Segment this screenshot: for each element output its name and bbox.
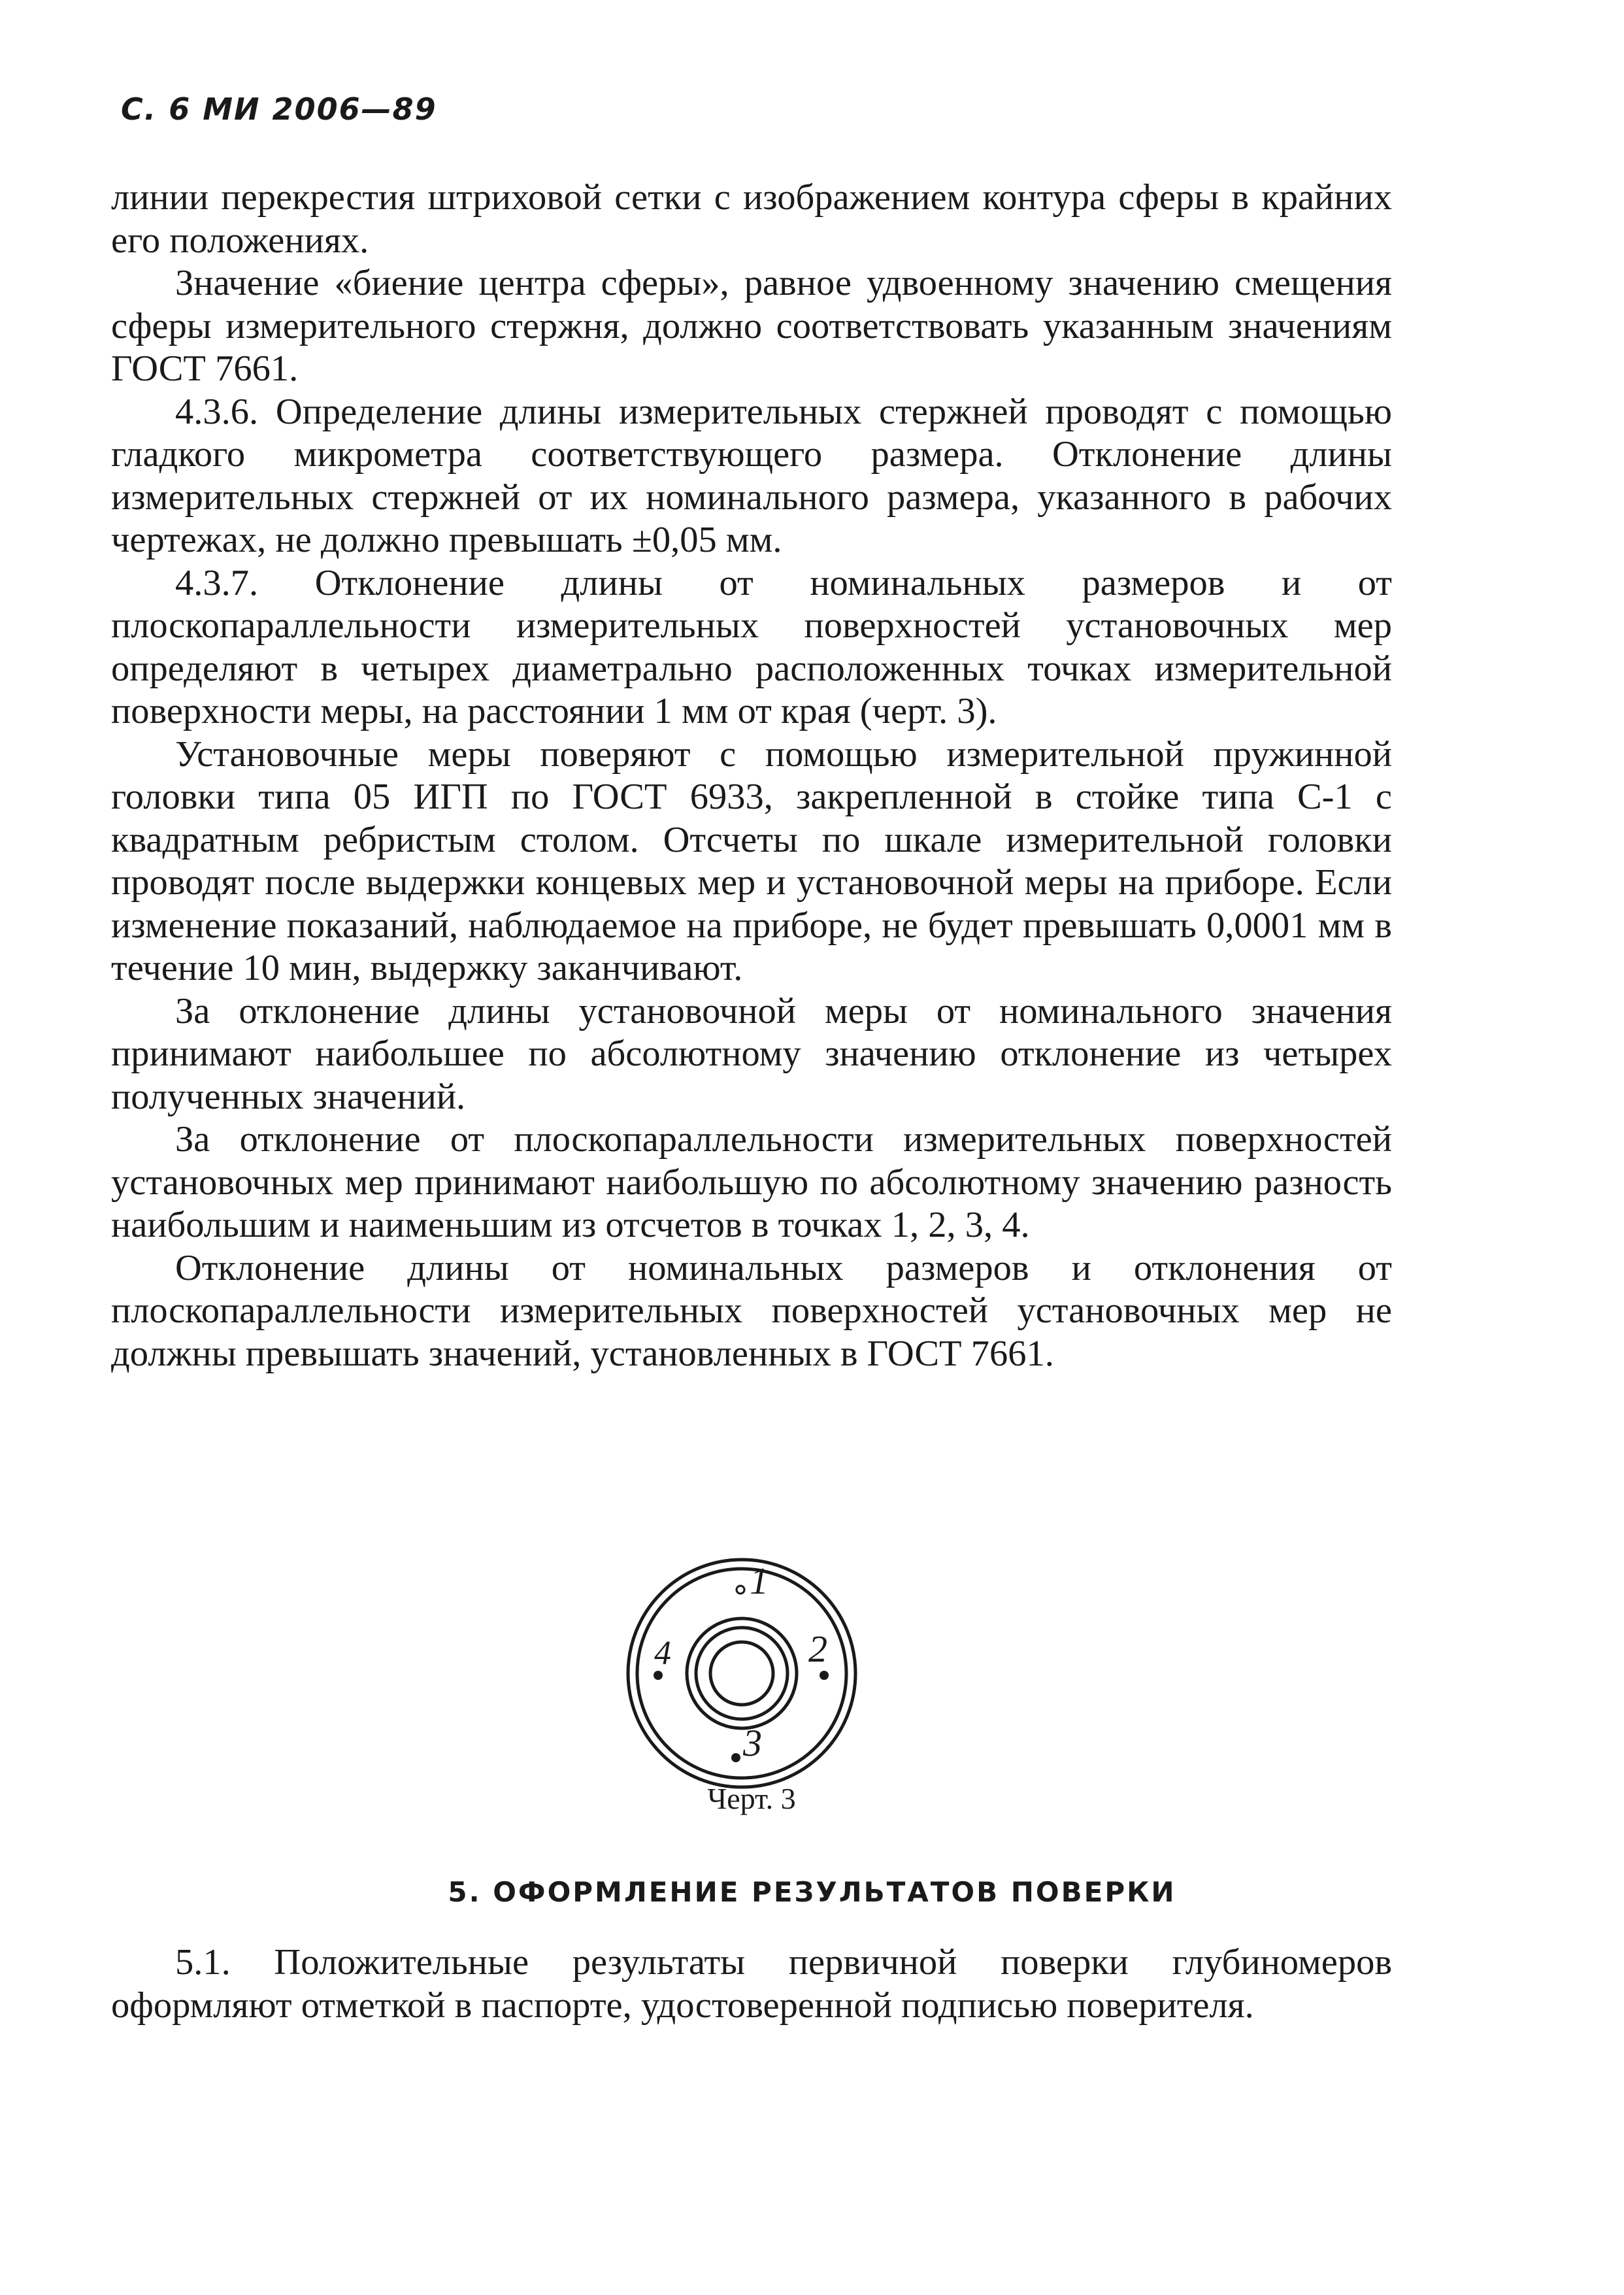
paragraph: линии перекрестия штриховой сетки с изображением контура сферы в крайних его положениях. [111,177,1392,261]
point-4-marker [654,1671,663,1680]
section-heading: 5. ОФОРМЛЕНИЕ РЕЗУЛЬТАТОВ ПОВЕРКИ [448,1876,1176,1908]
paragraph: За отклонение от плоскопараллельности измерительных поверхностей установочных мер принимают наибольшую по абсолютному значению разность наибольшим и наименьшим из отсчетов в точках 1, 2, 3, 4. [111,1119,1392,1245]
point-3-marker [731,1753,740,1762]
figure-caption: Черт. 3 [707,1782,796,1815]
point-4-label: 4 [654,1635,671,1672]
paragraph: 5.1. Положительные результаты первичной поверки глубиномеров оформляют отметкой в паспорте, удостоверенной подписью поверителя. [111,1942,1392,2026]
page-header: С. 6 МИ 2006—89 [121,92,437,127]
point-1-label: 1 [750,1560,769,1602]
paragraph: Значение «биение центра сферы», равное удвоенному значению смещения сферы измерительного стержня, должно соответствовать указанным значениям ГОСТ 7661. [111,263,1392,389]
body-text [111,176,1392,1375]
point-2-label: 2 [808,1628,827,1670]
paragraph: Отклонение длины от номинальных размеров и отклонения от плоскопараллельности измерительных поверхностей установочных мер не должны превышать значений, установленных в ГОСТ 7661. [111,1247,1392,1374]
point-2-marker [820,1671,829,1680]
paragraph: 4.3.7. Отклонение длины от номинальных размеров и от плоскопараллельности измерительных поверхностей установочных мер определяют в четырех диаметрально расположенных точках измерительной поверхности меры, на расстоянии 1 мм от края (черт. 3). [111,562,1392,731]
point-1-marker [737,1586,744,1594]
inner-ring-inner [710,1642,773,1705]
paragraph: За отклонение длины установочной меры от номинального значения принимают наибольшее по абсолютному значению отклонение из четырех полученных значений. [111,990,1392,1117]
section-body-text [111,1941,1392,2027]
inner-ring-outer [687,1618,797,1728]
outer-ring-inner [637,1569,846,1778]
paragraph: 4.3.6. Определение длины измерительных стержней проводят с помощью гладкого микрометра соответствующего размера. Отклонение длины измерительных стержней от их номинального размера, указанного в рабочих чертежах, не должно превышать ±0,05 мм. [111,391,1392,560]
paragraph: Установочные меры поверяют с помощью измерительной пружинной головки типа 05 ИГП по ГОСТ 6933, закрепленной в стойке типа С-1 с квадратным ребристым столом. Отсчеты по шкале измерительной головки проводят после выдержки концевых мер и установочной меры на приборе. Если изменение показаний, наблюдаемое на приборе, не будет превышать 0,0001 мм в течение 10 мин, выдержку заканчивают. [111,733,1392,988]
measure-diagram [624,1556,859,1791]
point-3-label: 3 [743,1722,762,1764]
